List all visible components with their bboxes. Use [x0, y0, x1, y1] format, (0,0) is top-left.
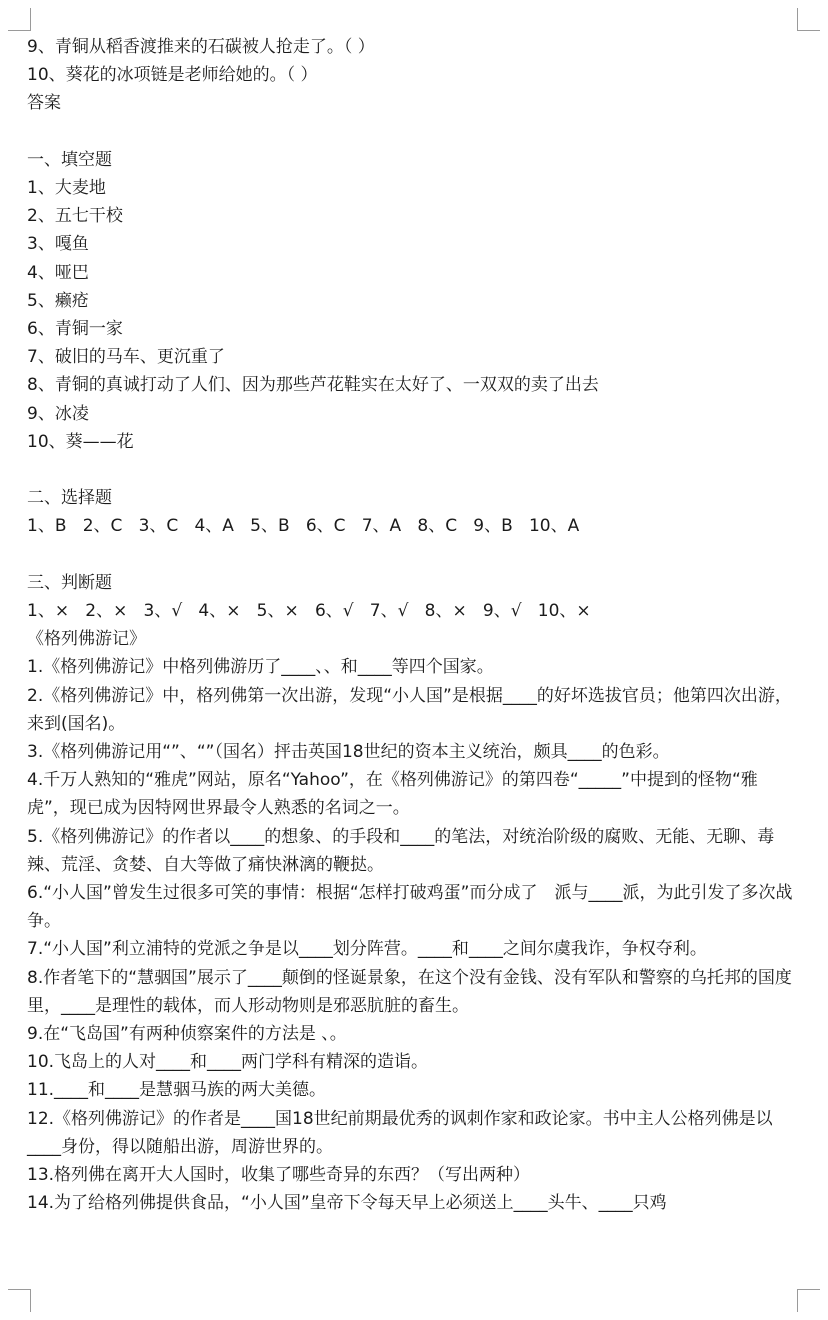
section-heading-fill-blank: 一、填空题	[27, 149, 112, 170]
section-heading-multiple-choice: 二、选择题	[27, 488, 112, 509]
fill-answer-10: 10、葵——花	[27, 431, 134, 452]
gulliver-question-4: 4.千万人熟知的“雅虎”网站，原名“Yahoo”，在《格列佛游记》的第四卷“_____”中提到的怪物“雅虎”，现已成为因特网世界最令人熟悉的名词之一。	[27, 770, 758, 819]
fill-answer-7: 7、破旧的马车、更沉重了	[27, 347, 225, 368]
gulliver-question-7: 7.“小人国”利立浦特的党派之争是以____划分阵营。____和____之间尔虞我诈，争权夺利。	[27, 939, 707, 960]
blank-line	[27, 541, 797, 569]
gulliver-question-2: 2.《格列佛游记》中，格列佛第一次出游，发现“小人国”是根据____的好坏选拔官员；他第四次出游，来到(国名)。	[27, 685, 792, 734]
document-page	[27, 33, 797, 1217]
gulliver-title: 《格列佛游记》	[27, 629, 146, 650]
gulliver-question-11: 11.____和____是慧骃马族的两大美德。	[27, 1080, 327, 1101]
blank-line	[27, 118, 797, 146]
fill-answer-8: 8、青铜的真诚打动了人们、因为那些芦花鞋实在太好了、一双双的卖了出去	[27, 375, 599, 396]
crop-mark-top-right	[797, 8, 820, 31]
crop-mark-bottom-left	[8, 1289, 31, 1312]
fill-answer-9: 9、冰凌	[27, 403, 89, 424]
gulliver-question-12: 12.《格列佛游记》的作者是____国18世纪前期最优秀的讽刺作家和政论家。书中主人公格列佛是以____身份，得以随船出游，周游世界的。	[27, 1108, 773, 1157]
gulliver-question-5: 5.《格列佛游记》的作者以____的想象、的手段和____的笔法，对统治阶级的腐败、无能、无聊、毒辣、荒淫、贪婪、自大等做了痛快淋漓的鞭挞。	[27, 826, 775, 875]
blank-line	[27, 456, 797, 484]
fill-answer-1: 1、大麦地	[27, 178, 106, 198]
fill-answer-4: 4、哑巴	[27, 262, 89, 283]
gulliver-question-1: 1.《格列佛游记》中格列佛游历了____、、和____等四个国家。	[27, 657, 494, 678]
gulliver-question-8: 8.作者笔下的“慧骃国”展示了____颠倒的怪诞景象，在这个没有金钱、没有军队和警察的乌托邦的国度里，____是理性的载体，而人形动物则是邪恶肮脏的畜生。	[27, 967, 792, 1016]
gulliver-question-3: 3.《格列佛游记用“”、“”（国名）抨击英国18世纪的资本主义统治，颇具____的色彩。	[27, 742, 670, 763]
true-false-answers: 1、× 2、× 3、√ 4、× 5、× 6、√ 7、√ 8、× 9、√ 10、×	[27, 601, 591, 622]
crop-mark-bottom-right	[797, 1289, 820, 1312]
choice-answers: 1、B 2、C 3、C 4、A 5、B 6、C 7、A 8、C 9、B 10、A	[27, 516, 580, 537]
fill-answer-2: 2、五七干校	[27, 206, 123, 227]
judgement-question-9: 9、青铜从稻香渡推来的石碳被人抢走了。（ ）	[27, 37, 375, 57]
gulliver-question-13: 13.格列佛在离开大人国时，收集了哪些奇异的东西？（写出两种）	[27, 1165, 531, 1186]
gulliver-question-6: 6.“小人国”曾发生过很多可笑的事情：根据“怎样打破鸡蛋”而分成了 派与____派，为此引发了多次战争。	[27, 883, 793, 932]
judgement-question-10: 10、葵花的冰项链是老师给她的。（ ）	[27, 65, 318, 86]
gulliver-question-14: 14.为了给格列佛提供食品，“小人国”皇帝下令每天早上必须送上____头牛、____只鸡	[27, 1193, 667, 1214]
section-heading-true-false: 三、判断题	[27, 572, 112, 593]
fill-answer-5: 5、癞疮	[27, 290, 89, 311]
answers-heading: 答案	[27, 93, 61, 114]
gulliver-question-10: 10.飞岛上的人对____和____两门学科有精深的造诣。	[27, 1052, 429, 1073]
crop-mark-top-left	[8, 8, 31, 31]
fill-answer-3: 3、嘎鱼	[27, 234, 89, 255]
gulliver-question-9: 9.在“飞岛国”有两种侦察案件的方法是 、。	[27, 1024, 347, 1045]
fill-answer-6: 6、青铜一家	[27, 319, 123, 340]
